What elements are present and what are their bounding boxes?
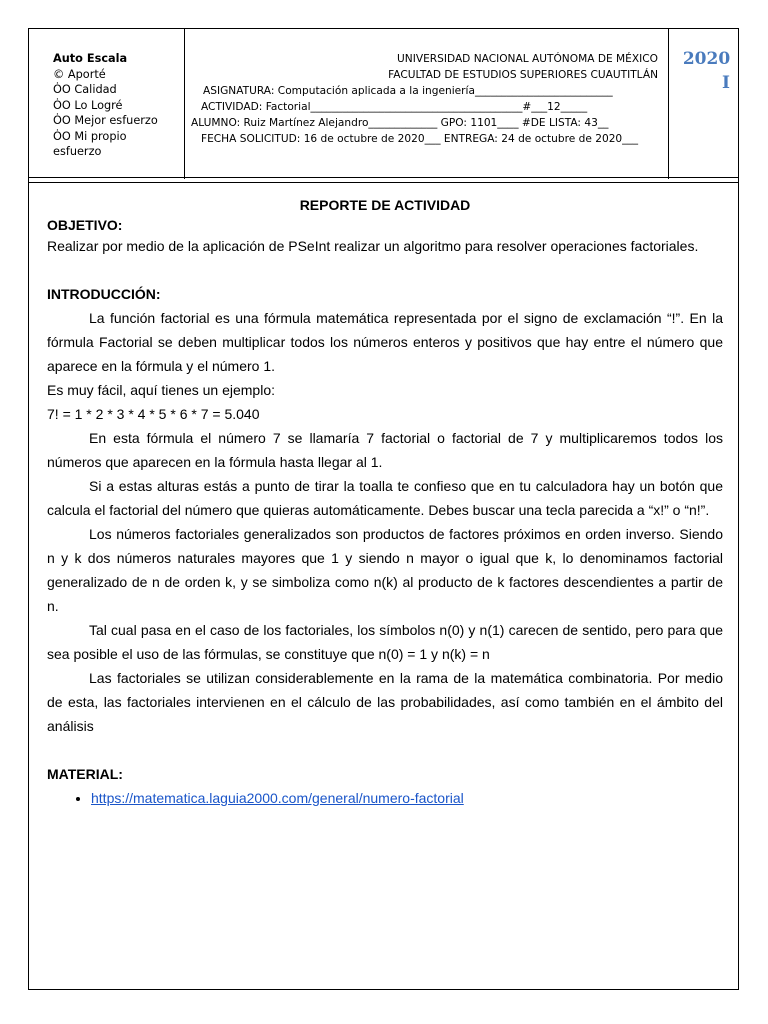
subject-line: ASIGNATURA: Computación aplicada a la ingeniería__________________________	[203, 85, 613, 97]
self-evaluation-item: © Aporté	[53, 67, 106, 81]
dates-line: FECHA SOLICITUD: 16 de octubre de 2020___ ENTREGA: 24 de octubre de 2020___	[201, 133, 639, 145]
self-evaluation-item: ȮO Calidad	[53, 83, 117, 96]
document-header	[29, 29, 738, 179]
intro-easy-line: Es muy fácil, aquí tienes un ejemplo:	[47, 382, 276, 398]
intro-paragraph: En esta fórmula el número 7 se llamaría 7 factorial o factorial de 7 y multiplicaremos todos los números que aparecen en la fórmula hasta llegar al 1.	[47, 430, 723, 470]
material-list-item	[91, 786, 723, 810]
course-info-panel	[184, 29, 669, 179]
self-evaluation-item: esfuerzo	[53, 145, 102, 158]
self-evaluation-item: ȮO Mejor esfuerzo	[53, 114, 158, 127]
intro-paragraph: Tal cual pasa en el caso de los factoriales, los símbolos n(0) y n(1) carecen de sentido, pero para que sea posible el uso de las fórmulas, se constituye que n(0) = 1 y n(k) = n	[47, 622, 723, 662]
period-term: I	[722, 73, 730, 93]
intro-example-formula: 7! = 1 * 2 * 3 * 4 * 5 * 6 * 7 = 5.040	[47, 406, 260, 422]
self-evaluation-item: ȮO Mi propio	[53, 129, 127, 143]
material-heading: MATERIAL:	[47, 766, 123, 782]
introduction-heading: INTRODUCCIÓN:	[47, 286, 161, 302]
activity-line: ACTIVIDAD: Factorial________________________________________#___12_____	[201, 101, 588, 113]
section-spacer	[47, 738, 723, 762]
self-evaluation-title: Auto Escala	[53, 52, 128, 65]
period-year: 2020	[682, 49, 731, 69]
faculty-name: FACULTAD DE ESTUDIOS SUPERIORES CUAUTITLÁN	[388, 69, 658, 81]
intro-paragraph: La función factorial es una fórmula matemática representada por el signo de exclamación “!”. En la fórmula Factorial se deben multiplicar todos los números enteros y positivos que hay entre el número que aparece en la fórmula y el número 1.	[47, 310, 723, 374]
report-title: REPORTE DE ACTIVIDAD	[299, 197, 471, 213]
section-spacer	[47, 258, 723, 282]
university-name: UNIVERSIDAD NACIONAL AUTÓNOMA DE MÉXICO	[397, 53, 658, 65]
material-link[interactable]: https://matematica.laguia2000.com/general/numero-factorial	[91, 790, 464, 806]
self-evaluation-panel	[29, 29, 184, 179]
intro-paragraph: Los números factoriales generalizados son productos de factores próximos en orden inverso. Siendo n y k dos números naturales mayores que 1 y siendo n mayor o igual que k, lo denominamos factorial generalizado de n de orden k, y se simboliza como n(k) al producto de k factores descendientes a partir de n.	[47, 526, 723, 614]
document-page	[28, 28, 739, 990]
intro-paragraph: Si a estas alturas estás a punto de tirar la toalla te confieso que en tu calculadora hay un botón que calcula el factorial del número que quieras automáticamente. Debes buscar una tecla parecida a “x!” o “n!”.	[47, 478, 723, 518]
intro-paragraph: Las factoriales se utilizan considerablemente en la rama de la matemática combinatoria. Por medio de esta, las factoriales intervienen en el cálculo de las probabilidades, así como también en el ámbito del análisis	[47, 670, 723, 734]
objective-text: Realizar por medio de la aplicación de PSeInt realizar un algoritmo para resolver operaciones factoriales.	[47, 238, 699, 254]
report-body	[47, 194, 723, 810]
material-list	[47, 786, 723, 810]
self-evaluation-item: ȮO Lo Logré	[53, 98, 123, 112]
student-line: ALUMNO: Ruiz Martínez Alejandro_____________ GPO: 1101____ #DE LISTA: 43__	[191, 117, 609, 129]
period-panel	[669, 29, 740, 179]
header-divider-top	[29, 177, 738, 178]
objective-heading: OBJETIVO:	[47, 217, 123, 233]
header-divider-bottom	[29, 182, 738, 183]
